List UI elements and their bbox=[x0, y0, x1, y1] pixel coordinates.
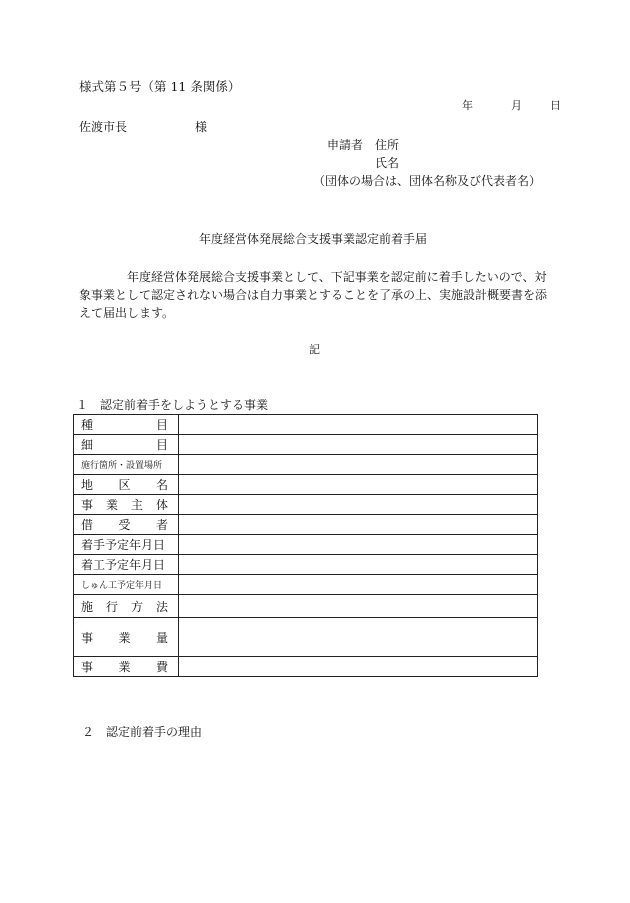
table-row bbox=[74, 475, 538, 495]
row-label bbox=[81, 658, 168, 675]
row-label-char: 着手予定年月日 bbox=[81, 538, 166, 552]
date-year-label: 年 bbox=[462, 99, 473, 112]
row-label bbox=[81, 578, 168, 591]
row-label-char: 施行箇所・設置場所 bbox=[81, 461, 163, 471]
group-note: （団体の場合は、団体名称及び代表者名） bbox=[313, 174, 542, 188]
row-label bbox=[81, 416, 168, 433]
form-number: 様式第５号（第 11 条関係） bbox=[79, 79, 241, 94]
row-label-cell bbox=[74, 575, 179, 595]
table-row bbox=[74, 455, 538, 475]
row-label-cell bbox=[74, 455, 179, 475]
row-label-cell bbox=[74, 435, 179, 455]
row-label-char: 体 bbox=[155, 498, 168, 512]
row-label-char: 費 bbox=[155, 660, 168, 674]
row-label-cell bbox=[74, 595, 179, 618]
applicant-label: 申請者 bbox=[327, 138, 364, 152]
table-row bbox=[74, 515, 538, 535]
row-label bbox=[81, 476, 168, 493]
row-label-cell bbox=[74, 657, 179, 677]
date-line bbox=[462, 100, 561, 111]
body-text: 年度経営体発展総合支援事業として、下記事業を認定前に着手したいので、対象事業として認定されない場合は自力事業とすることを了承の上、実施設計概要書を添えて届出します。 bbox=[79, 270, 548, 320]
row-value-cell[interactable] bbox=[179, 435, 538, 455]
row-label bbox=[81, 629, 168, 646]
row-label-char: 業 bbox=[118, 660, 131, 674]
row-value-cell[interactable] bbox=[179, 535, 538, 555]
row-label-char: 借 bbox=[81, 518, 94, 532]
row-label-char: 種 bbox=[81, 418, 94, 432]
body-paragraph bbox=[79, 268, 549, 322]
row-value-cell[interactable] bbox=[179, 455, 538, 475]
row-label-char: 法 bbox=[155, 599, 168, 614]
addressee-name: 佐渡市長 bbox=[79, 120, 128, 134]
row-label-cell bbox=[74, 555, 179, 575]
date-month-label: 月 bbox=[511, 99, 522, 112]
name-label: 氏名 bbox=[375, 156, 400, 170]
row-label-char: 目 bbox=[155, 438, 168, 452]
row-value-cell[interactable] bbox=[179, 618, 538, 657]
row-label-char: 施 bbox=[81, 599, 94, 614]
row-label-cell bbox=[74, 475, 179, 495]
row-label-char: 受 bbox=[118, 518, 131, 532]
addressee bbox=[79, 121, 207, 133]
row-label-char: 細 bbox=[81, 438, 94, 452]
row-label-cell bbox=[74, 618, 179, 657]
row-label-char: 行 bbox=[105, 599, 118, 614]
row-label-char: 量 bbox=[155, 630, 168, 645]
row-label-char: 着工予定年月日 bbox=[81, 558, 166, 572]
row-label-char: 区 bbox=[118, 478, 131, 492]
row-label bbox=[81, 556, 168, 573]
table-row bbox=[74, 618, 538, 657]
row-value-cell[interactable] bbox=[179, 495, 538, 515]
row-label-char: 地 bbox=[81, 478, 94, 492]
row-label bbox=[81, 458, 168, 471]
row-label bbox=[81, 496, 168, 513]
row-value-cell[interactable] bbox=[179, 657, 538, 677]
row-label bbox=[81, 536, 168, 553]
table-row bbox=[74, 575, 538, 595]
row-label-cell bbox=[74, 415, 179, 435]
row-label-char: 事 bbox=[81, 660, 94, 674]
date-day-label: 日 bbox=[550, 99, 561, 112]
row-value-cell[interactable] bbox=[179, 475, 538, 495]
table-row bbox=[74, 555, 538, 575]
row-value-cell[interactable] bbox=[179, 575, 538, 595]
address-label: 住所 bbox=[375, 138, 400, 152]
row-label-char: しゅん工予定年月日 bbox=[81, 581, 163, 591]
row-label-char: 事 bbox=[81, 630, 94, 645]
row-label-char: 方 bbox=[130, 599, 143, 614]
row-label bbox=[81, 436, 168, 453]
table-row bbox=[74, 595, 538, 618]
row-label-char: 業 bbox=[105, 498, 118, 512]
row-label-char: 業 bbox=[118, 630, 131, 645]
table-row bbox=[74, 535, 538, 555]
section2-heading: ２ 認定前着手の理由 bbox=[82, 725, 203, 739]
row-value-cell[interactable] bbox=[179, 415, 538, 435]
row-label bbox=[81, 598, 168, 615]
row-label-cell bbox=[74, 535, 179, 555]
row-label-char: 者 bbox=[155, 518, 168, 532]
document-title: 年度経営体発展総合支援事業認定前着手届 bbox=[199, 232, 428, 246]
table-row bbox=[74, 657, 538, 677]
row-value-cell[interactable] bbox=[179, 555, 538, 575]
row-label-char: 名 bbox=[155, 478, 168, 492]
row-value-cell[interactable] bbox=[179, 595, 538, 618]
addressee-honorific: 様 bbox=[195, 120, 208, 134]
row-label bbox=[81, 516, 168, 533]
row-label-char: 事 bbox=[81, 498, 94, 512]
section1-heading: １ 認定前着手をしようとする事業 bbox=[76, 398, 269, 412]
table-row bbox=[74, 415, 538, 435]
row-value-cell[interactable] bbox=[179, 515, 538, 535]
row-label-char: 主 bbox=[130, 498, 143, 512]
table-row bbox=[74, 435, 538, 455]
table-row bbox=[74, 495, 538, 515]
row-label-cell bbox=[74, 515, 179, 535]
row-label-cell bbox=[74, 495, 179, 515]
row-label-char: 目 bbox=[155, 418, 168, 432]
ki-label: 記 bbox=[309, 343, 320, 356]
project-detail-table bbox=[73, 414, 538, 677]
